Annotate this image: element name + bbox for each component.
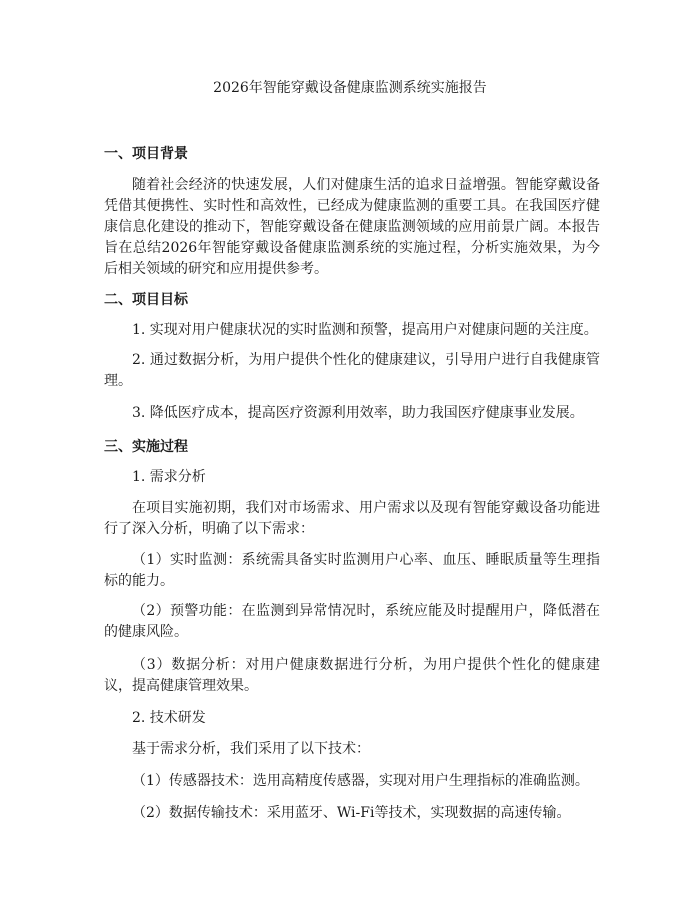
requirements-intro: 在项目实施初期，我们对市场需求、用户需求以及现有智能穿戴设备功能进行了深入分析，明确了以下需求： xyxy=(104,500,600,537)
subsection-title-tech: 2. 技术研发 xyxy=(132,710,206,726)
background-paragraph: 随着社会经济的快速发展，人们对健康生活的追求日益增强。智能穿戴设备凭借其便携性、实时性和高效性，已经成为健康监测的重要工具。在我国医疗健康信息化建设的推动下，智能穿戴设备在健康监测领域的应用前景广阔。本报告旨在总结2026年智能穿戴设备健康监测系统的实施过程，分析实施效果，为今后相关领域的研究和应用提供参考。 xyxy=(104,177,600,277)
requirement-item-2: （2）预警功能：在监测到异常情况时，系统应能及时提醒用户，降低潜在的健康风险。 xyxy=(104,603,600,640)
requirement-item-1: （1）实时监测：系统需具备实时监测用户心率、血压、睡眠质量等生理指标的能力。 xyxy=(104,552,600,589)
goal-item-1: 1. 实现对用户健康状况的实时监测和预警，提高用户对健康问题的关注度。 xyxy=(132,322,598,338)
goal-item-2: 2. 通过数据分析，为用户提供个性化的健康建议，引导用户进行自我健康管理。 xyxy=(104,352,600,389)
subsection-title-requirements: 1. 需求分析 xyxy=(132,469,206,485)
section-heading-goals: 二、项目目标 xyxy=(104,292,188,308)
tech-item-2: （2）数据传输技术：采用蓝牙、Wi-Fi等技术，实现数据的高速传输。 xyxy=(132,805,571,821)
goal-item-3: 3. 降低医疗成本，提高医疗资源利用效率，助力我国医疗健康事业发展。 xyxy=(132,405,584,421)
requirement-item-3: （3）数据分析：对用户健康数据进行分析，为用户提供个性化的健康建议，提高健康管理效果。 xyxy=(104,657,600,694)
section-heading-process: 三、实施过程 xyxy=(104,439,188,455)
tech-item-1: （1）传感器技术：选用高精度传感器，实现对用户生理指标的准确监测。 xyxy=(132,773,589,789)
tech-intro: 基于需求分析，我们采用了以下技术： xyxy=(132,741,370,757)
section-heading-background: 一、项目背景 xyxy=(104,146,188,162)
document-title: 2026年智能穿戴设备健康监测系统实施报告 xyxy=(213,80,487,96)
